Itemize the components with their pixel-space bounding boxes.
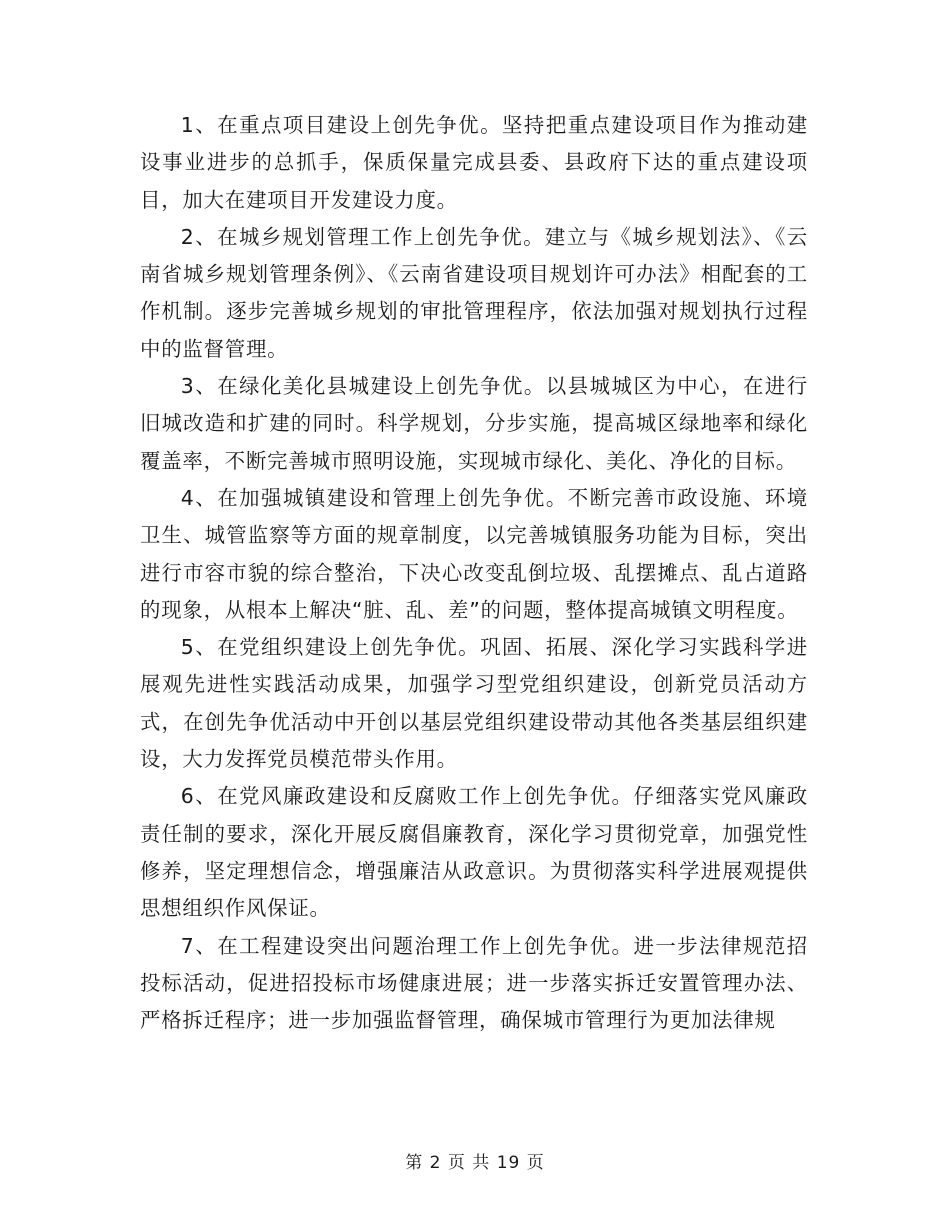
paragraph-4: 4、在加强城镇建设和管理上创先争优。不断完善市政设施、环境卫生、城管监察等方面的规章制度，以完善城镇服务功能为目标，突出进行市容市貌的综合整治，下决心改变乱倒垃圾、乱摆摊点、乱占道路的现象，从根本上解决“脏、乱、差”的问题，整体提高城镇文明程度。 — [140, 485, 808, 622]
footer-prefix: 第 — [405, 1153, 424, 1173]
paragraph-1: 1、在重点项目建设上创先争优。坚持把重点建设项目作为推动建设事业进步的总抓手，保质保量完成县委、县政府下达的重点建设项目，加大在建项目开发建设力度。 — [140, 113, 808, 212]
paragraph-6: 6、在党风廉政建设和反腐败工作上创先争优。仔细落实党风廉政责任制的要求，深化开展反腐倡廉教育，深化学习贯彻党章，加强党性修养，坚定理想信念，增强廉洁从政意识。为贯彻落实科学进展观提供思想组织作风保证。 — [140, 784, 808, 921]
document-body — [140, 107, 808, 1039]
paragraph-2: 2、在城乡规划管理工作上创先争优。建立与《城乡规划法》、《云南省城乡规划管理条例》、《云南省建设项目规划许可办法》相配套的工作机制。逐步完善城乡规划的审批管理程序，依法加强对规划执行过程中的监督管理。 — [140, 224, 808, 361]
page-footer — [0, 1151, 950, 1175]
footer-mid: 页 共 — [447, 1153, 491, 1173]
paragraph-7: 7、在工程建设突出问题治理工作上创先争优。进一步法律规范招投标活动，促进招投标市场健康进展；进一步落实拆迁安置管理办法、严格拆迁程序；进一步加强监督管理，确保城市管理行为更加法律规 — [140, 933, 808, 1033]
paragraph-5: 5、在党组织建设上创先争优。巩固、拓展、深化学习实践科学进展观先进性实践活动成果，加强学习型党组织建设，创新党员活动方式，在创先争优活动中开创以基层党组织建设带动其他各类基层组织建设，大力发挥党员模范带头作用。 — [140, 635, 808, 772]
footer-total-pages: 19 — [496, 1153, 521, 1173]
paragraph-3: 3、在绿化美化县城建设上创先争优。以县城城区为中心，在进行旧城改造和扩建的同时。科学规划，分步实施，提高城区绿地率和绿化覆盖率，不断完善城市照明设施，实现城市绿化、美化、净化的目标。 — [140, 374, 808, 473]
footer-suffix: 页 — [526, 1153, 545, 1173]
footer-page-number: 2 — [429, 1153, 442, 1173]
